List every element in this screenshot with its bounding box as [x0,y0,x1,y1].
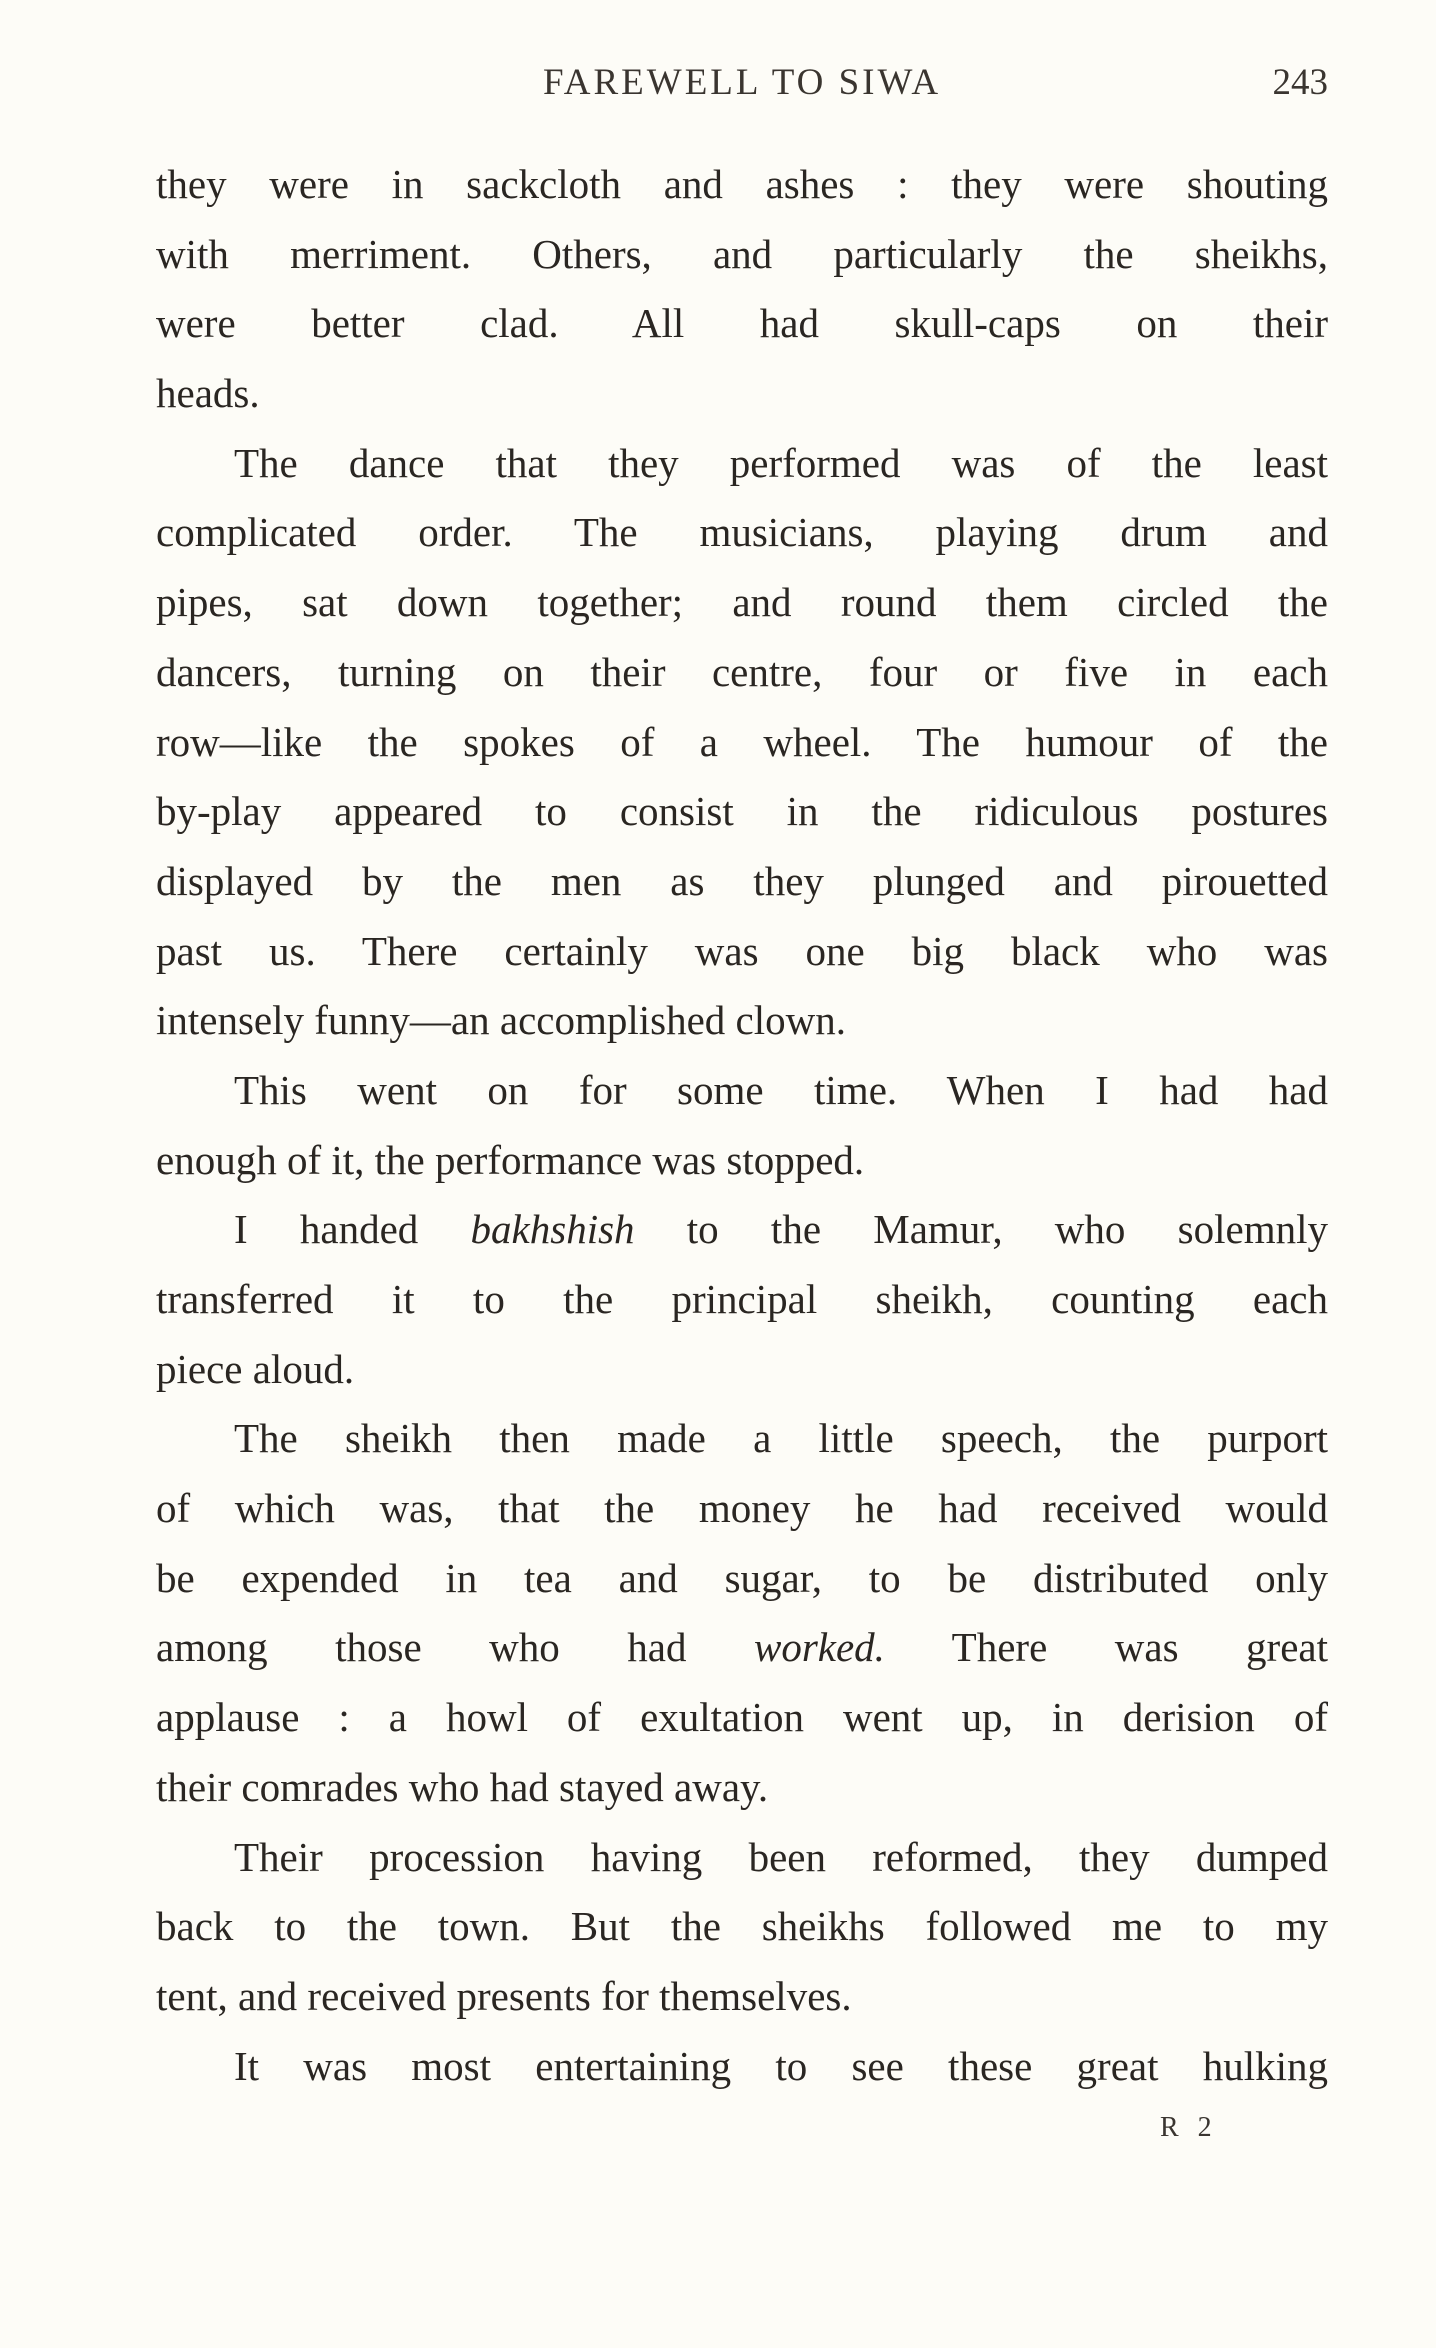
running-head [156,58,1328,108]
text-line: their comrades who had stayed away. [156,1763,769,1810]
text-line: of which was, that the money he had received would [156,1485,1328,1532]
text-line: past us. There certainly was one big black who was [156,927,1328,974]
text-line [156,1613,1328,1683]
text-line: with merriment. Others, and particularly the sheikhs, [156,230,1328,277]
text-line: heads. [156,370,260,417]
text-span: among those who had [156,1624,754,1671]
text-span: I handed [234,1206,471,1253]
signature-mark: R 2 [1160,2112,1218,2143]
page-number: 243 [1272,62,1328,103]
text-line: piece aloud. [156,1345,355,1392]
text-line: back to the town. But the sheikhs followed me to my [156,1903,1328,1950]
text-span: There was great [884,1624,1328,1671]
text-line: This went on for some time. When I had had [234,1066,1328,1113]
text-line: Their procession having been reformed, they dumped [234,1833,1328,1880]
text-line: row—like the spokes of a wheel. The humour of the [156,718,1328,765]
text-line: they were in sackcloth and ashes : they were shouting [156,161,1328,207]
text-line: complicated order. The musicians, playing drum and [156,509,1328,556]
text-line: applause : a howl of exultation went up, in derision of [156,1694,1328,1741]
text-line: transferred it to the principal sheikh, counting each [156,1276,1328,1322]
body-text [156,150,1328,2101]
text-line: be expended in tea and sugar, to be distributed only [156,1554,1328,1601]
text-line: dancers, turning on their centre, four or five in each [156,648,1328,695]
text-line: The sheikh then made a little speech, the purport [234,1415,1328,1462]
text-line: enough of it, the performance was stopped. [156,1136,865,1183]
text-line: displayed by the men as they plunged and pirouetted [156,857,1328,904]
text-line: by-play appeared to consist in the ridiculous postures [156,788,1328,835]
running-title: FAREWELL TO SIWA [542,62,942,103]
text-line: It was most entertaining to see these great hulking [234,2042,1328,2089]
italic-word: bakhshish [470,1206,635,1253]
text-line: The dance that they performed was of the least [234,439,1328,486]
text-line [156,1195,1328,1265]
text-line: tent, and received presents for themselves. [156,1972,852,2019]
text-span: to the Mamur, who solemnly [634,1206,1328,1253]
text-line: pipes, sat down together; and round them circled the [156,579,1328,626]
text-line: intensely funny—an accomplished clown. [156,997,846,1044]
text-line: were better clad. All had skull-caps on their [156,300,1328,347]
italic-word: worked. [753,1624,885,1671]
